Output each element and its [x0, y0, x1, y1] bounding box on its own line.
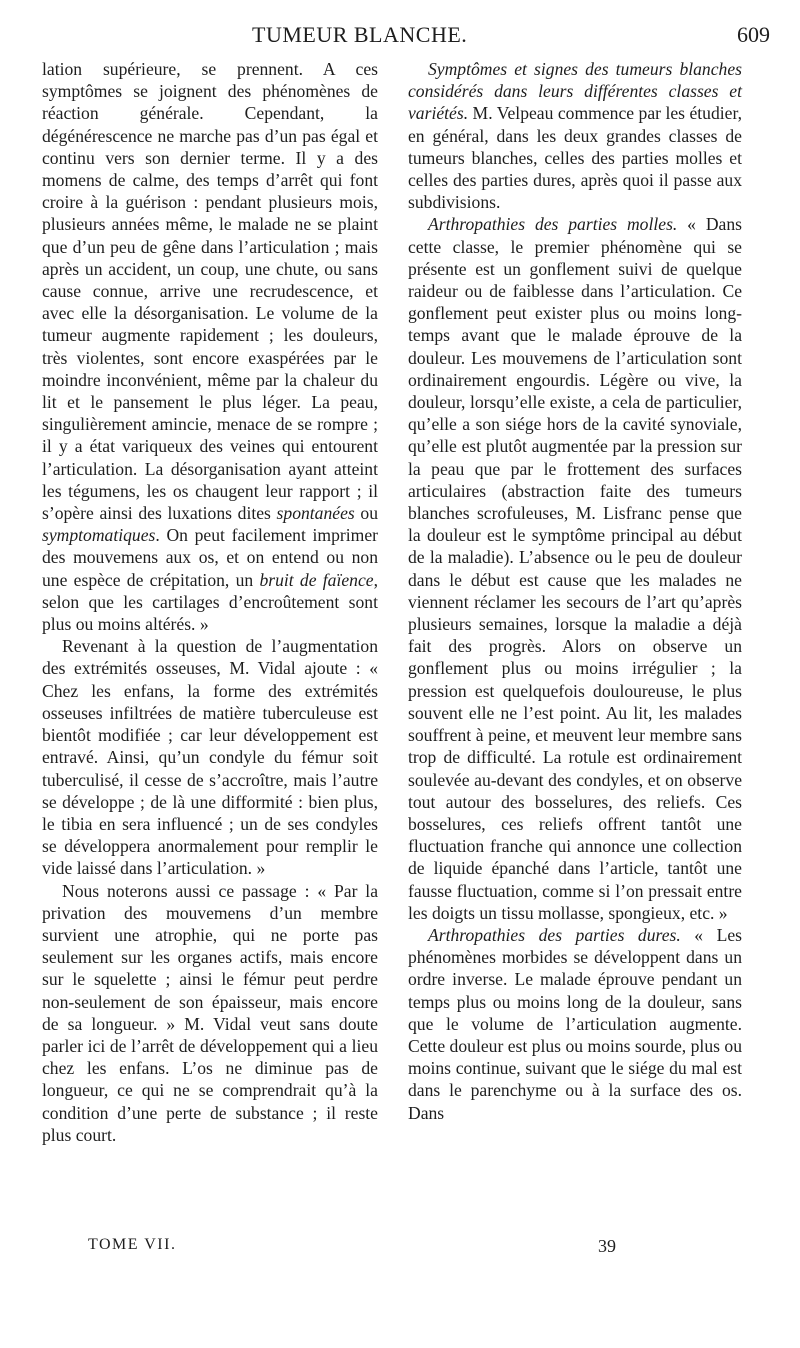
- left-paragraph-1: [42, 58, 378, 635]
- right-p2-text: « Dans cette classe, le premier phénomène qui se présente est un gonflement suivi de quelque raideur ou de faiblesse dans l’articulation. Ce gonflement peut exister plus ou moins long-temps avant que le malade éprouve de la douleur. Les mouvemens de l’articulation sont ordinairement engourdis. Légère ou vive, la douleur, lorsqu’elle existe, a cela de particulier, qu’elle a son siége hors de la cavité synoviale, qu’elle est plutôt augmentée par la pression sur la peau que par le frottement des surfaces articulaires (abstraction faite des tumeurs blanches scrofuleuses, M. Lisfranc pense que la douleur est le symptôme principal au début de la maladie). L’absence ou le peu de douleur dans le début est cause que les malades ne viennent réclamer les secours de l’art qu’après plusieurs semaines, lorsque la maladie a déjà fait des progrès. Alors on observe un gonflement plus ou moins irrégulier ; la pression est quelquefois douloureuse, le plus souvent elle ne l’est point. Au lit, les malades souffrent à peine, et meuvent leur membre sans trop de difficulté. La rotule est ordinairement soulevée au-devant des condyles, et on observe tout autour des bosselures, des reliefs. Ces bosselures, ces reliefs offrent tantôt une fluctuation franche qui annonce une collection de liquide épanché dans l’article, tantôt une fausse fluctuation, comme si l’on pressait entre les doigts un tissu mollasse, spongieux, etc. »: [408, 214, 742, 923]
- left-column: [42, 58, 378, 1146]
- left-paragraph-2: Revenant à la question de l’augmentation des extrémités osseuses, M. Vidal ajoute : « Chez les enfans, la forme des extrémités osseuses infiltrées de matière tuberculeuse est bientôt modifiée ; car leur développement est entravé. Ainsi, qu’un condyle du fémur soit tuberculisé, il cesse de s’accroître, mais l’autre se développe ; de là une difformité : bien plus, le tibia en sera influencé ; un de ses condyles se développera anormalement pour remplir le vide laissé dans l’articulation. »: [42, 636, 378, 879]
- right-p3-text: « Les phénomènes morbides se développent dans un ordre inverse. Le malade éprouve pendant un temps plus ou moins long de la douleur, sans que le volume de l’articulation augmente. Cette douleur est plus ou moins sourde, plus ou moins continue, suivant que le siége du mal est dans le parenchyme ou à la surface des os. Dans: [408, 924, 742, 1123]
- running-title: TUMEUR BLANCHE.: [252, 22, 468, 47]
- page-header: [0, 22, 800, 50]
- left-p1-italic-bruit: bruit de faïence: [259, 569, 374, 590]
- left-p1-mid: ou: [354, 503, 378, 524]
- section-heading-parties-dures: Arthropathies des parties dures.: [428, 924, 681, 945]
- left-paragraph-3: Nous noterons aussi ce passage : « Par la privation des mouvemens d’un membre survient une atrophie, qui ne porte pas seulement sur les organes actifs, mais encore sur le squelette ; ainsi le fémur peut perdre non-seulement de son épaisseur, mais encore de sa longueur. » M. Vidal veut sans doute parler ici de l’arrêt de développement qui a lieu chez les enfans. L’os ne diminue pas de longueur, ce qui ne se comprendrait qu’à la condition d’une perte de substance ; il reste plus court.: [42, 880, 378, 1145]
- right-paragraph-3: [408, 924, 742, 1124]
- right-paragraph-2: [408, 213, 742, 924]
- volume-mark: TOME VII.: [88, 1236, 177, 1253]
- left-p1-italic-spontanees: spontanées: [276, 503, 355, 524]
- left-p1-text: lation supérieure, se prennent. A ces symptômes se joignent des phénomènes de réaction générale. Cependant, la dégénérescence ne marche pas d’un pas égal et continu vers son dernier terme. Il y a des momens de calme, des temps d’arrêt qui font croire à la guérison : pendant plusieurs mois, plusieurs années même, le malade ne se plaint que d’un peu de gêne dans l’articulation ; mais après un accident, un coup, une chute, ou sans cause connue, arrive une recrudescence, et avec elle la désorganisation. Le volume de la tumeur augmente rapidement ; les douleurs, très violentes, sont encore exaspérées par le moindre inconvénient, même par la chaleur du lit et le pansement le plus léger. La peau, singulièrement amincie, menace de se rompre ; il y a état variqueux des veines qui entourent l’articulation. La désorganisation ayant atteint les tégumens, les os chaugent leur rapport ; il s’opère ainsi des luxations dites: [42, 59, 378, 524]
- right-paragraph-1: [408, 58, 742, 213]
- section-heading-symptomes: Symptômes et signes des tumeurs blanches considérés dans leurs différentes classes et variétés.: [408, 59, 742, 124]
- left-p1-italic-symptomatiques: symptomatiques: [42, 525, 156, 546]
- right-p1-text: M. Velpeau commence par les étudier, en général, dans les deux grandes classes de tumeurs blanches, celles des parties molles et celles des parties dures, après quoi il passe aux subdivisions.: [408, 103, 742, 213]
- right-column: [408, 58, 742, 1124]
- page-number: 609: [737, 22, 770, 47]
- left-p1-end: , selon que les cartilages d’encroûtement sont plus ou moins altérés. »: [42, 569, 378, 635]
- section-heading-parties-molles: Arthropathies des parties molles.: [428, 214, 678, 235]
- left-p1-rest: . On peut facilement imprimer des mouvemens aux os, et on entend ou non une espèce de crépitation, un: [42, 525, 378, 590]
- signature-mark: 39: [598, 1236, 616, 1256]
